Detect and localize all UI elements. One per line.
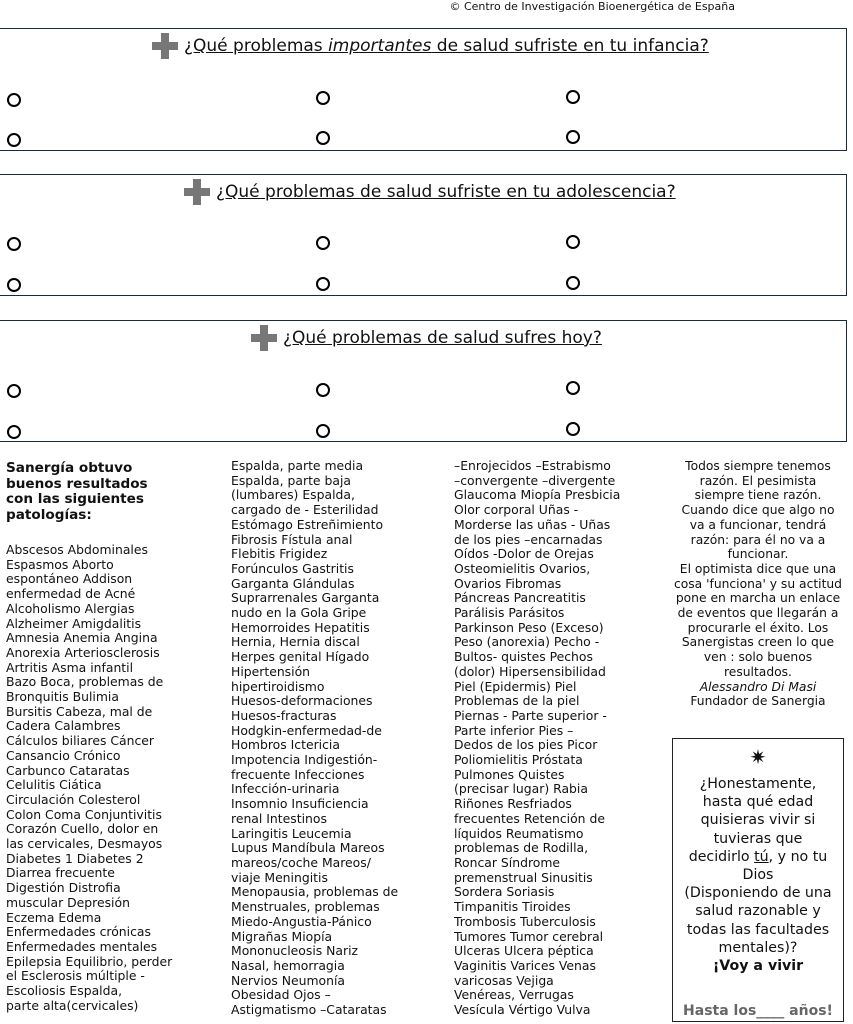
quote-line: El optimista dice que una (679, 561, 837, 576)
radio-option[interactable] (7, 384, 21, 398)
pathology-line: Laringitis Leucemia (231, 825, 352, 841)
pathology-line: Osteomielitis Ovarios, (454, 560, 591, 576)
radio-option[interactable] (566, 381, 580, 395)
radio-option[interactable] (316, 424, 330, 438)
pathology-line: Obesidad Ojos – (231, 987, 331, 1003)
pathology-line: cargado de - Esterilidad (231, 502, 379, 518)
pathology-line: Ulceras Ulcera péptica (454, 943, 594, 959)
pathology-line: Peso (anorexia) Pecho - (454, 634, 600, 650)
pathology-line: Abscesos Abdominales (6, 542, 148, 557)
pathology-line: Huesos-deformaciones (231, 693, 373, 709)
pathology-line: Hipertensión (231, 663, 311, 679)
pathology-line: (lumbares) Espalda, (231, 487, 355, 503)
pathology-list-col1 (6, 543, 172, 1014)
pathology-line: Sordera Soriasis (454, 884, 555, 900)
pathology-line: Artritis Asma infantil (6, 659, 134, 675)
pathology-line: Parkinson Peso (Exceso) (454, 619, 604, 635)
pathology-line: Migrañas Miopía (231, 928, 333, 944)
pathology-line: Parálisis Parásitos (454, 605, 565, 621)
pathology-line: Corazón Cuello, dolor en (6, 821, 159, 837)
pathology-line: Hodgkin-enfermedad-de (231, 722, 382, 738)
radio-option[interactable] (566, 276, 580, 290)
pathology-line: Celulitis Ciática (6, 777, 102, 793)
quote-line: funcionar. (727, 547, 789, 562)
pathology-line: Mononucleosis Nariz (231, 943, 359, 959)
star-icon: ✷ (749, 745, 767, 769)
pathology-line: Bazo Boca, problemas de (6, 674, 164, 690)
section-adolescence (0, 174, 847, 296)
pathology-line: Espalda, parte baja (231, 472, 351, 488)
pathology-line: Venéreas, Verrugas (454, 987, 574, 1003)
pathology-line: Anorexia Arteriosclerosis (6, 644, 160, 660)
radio-option[interactable] (7, 237, 21, 251)
pathology-line: Nasal, hemorragia (231, 957, 345, 973)
pathology-line: Menstruales, problemas (231, 899, 380, 915)
section-title-adolescence: ¿Qué problemas de salud sufriste en tu adolescencia? (184, 179, 676, 205)
pathology-line: Lupus Mandíbula Mareos (231, 840, 385, 856)
pathology-line: parte alta(cervicales) (6, 997, 139, 1013)
pathology-line: Enfermedades crónicas (6, 924, 151, 940)
plus-icon (184, 179, 210, 205)
pathology-line: frecuentes Retención de (454, 810, 605, 826)
radio-option[interactable] (316, 277, 330, 291)
pathology-line: Alzheimer Amigdalitis (6, 615, 142, 631)
pathology-line: Carbunco Cataratas (6, 762, 130, 778)
quote-line: de eventos que llegarán a (677, 606, 839, 621)
pathology-line: Hombros Ictericia (231, 737, 340, 753)
pathology-line: (dolor) Hipersensibilidad (454, 663, 606, 679)
pathology-line: problemas de Rodilla, (454, 840, 589, 856)
quote-line: ven : solo buenos (703, 650, 813, 665)
pathology-list-col3 (454, 459, 620, 1018)
quote-line: va a funcionar, tendrá (689, 517, 827, 532)
copyright-notice: © Centro de Investigación Bioenergética de España (449, 0, 735, 13)
pathology-line: Hemorroides Hepatitis (231, 619, 370, 635)
pathology-line: Digestión Distrofia (6, 880, 121, 896)
quote-line: Sanergistas creen lo que (681, 635, 835, 650)
quote-role: Fundador de Sanergia (690, 694, 826, 709)
pathology-line: Pulmones Quistes (454, 766, 565, 782)
pathology-line: Espasmos Aborto (6, 556, 114, 572)
pathology-line: mareos/coche Mareos/ (231, 854, 371, 870)
pathology-line: Bursitis Cabeza, mal de (6, 703, 153, 719)
pathology-line: Herpes genital Hígado (231, 649, 370, 665)
pathology-line: Cansancio Crónico (6, 747, 121, 763)
pathology-line: Ovarios Fibromas (454, 575, 562, 591)
pathology-line: hipertiroidismo (231, 678, 325, 694)
pathology-line: Diarrea frecuente (6, 865, 115, 881)
pathology-line: Bronquitis Bulimia (6, 689, 119, 705)
pathology-line: Vaginitis Varices Venas (454, 957, 596, 973)
radio-option[interactable] (566, 422, 580, 436)
pathology-line: Timpanitis Tiroides (454, 899, 571, 915)
pathology-line: premenstrual Sinusitis (454, 869, 593, 885)
radio-option[interactable] (566, 130, 580, 144)
final-line: ¡Voy a vivir (712, 958, 804, 975)
section-today (0, 320, 847, 442)
pathology-line: Dedos de los pies Picor (454, 737, 598, 753)
pathology-line: Roncar Síndrome (454, 854, 561, 870)
pathology-line: enfermedad de Acné (6, 586, 136, 602)
pathology-line: Nervios Neumonía (231, 972, 346, 988)
pathology-line: viaje Meningitis (231, 869, 328, 885)
pathology-line: Amnesia Anemia Angina (6, 630, 158, 646)
pathology-line: las cervicales, Desmayos (6, 836, 163, 852)
pathology-line: Páncreas Pancreatitis (454, 590, 586, 606)
pathology-line: Estómago Estreñimiento (231, 516, 384, 532)
pathology-line: Colon Coma Conjuntivitis (6, 806, 162, 822)
age-question-box (672, 738, 844, 1022)
pathology-line: Insomnio Insuficiencia (231, 796, 369, 812)
pathology-line: Piel (Epidermis) Piel (454, 678, 577, 694)
pathology-line: (precisar lugar) Rabia (454, 781, 588, 797)
pathology-line: Glaucoma Miopía Presbicia (454, 487, 621, 503)
radio-option[interactable] (7, 133, 21, 147)
pathology-line: –convergente –divergente (454, 472, 616, 488)
pathology-line: Huesos-fracturas (231, 707, 337, 723)
quote-line: procurarle el éxito. Los (687, 620, 829, 635)
quote-line: Cuando dice que algo no (681, 503, 835, 518)
pathology-line: Trombosis Tuberculosis (454, 913, 596, 929)
pathology-list-col2 (231, 459, 398, 1018)
quote-line: pone en marcha un enlace (675, 591, 841, 606)
pathology-line: Escoliosis Espalda, (6, 983, 123, 999)
quote-line: resultados. (724, 664, 792, 679)
pathology-line: Alcoholismo Alergias (6, 600, 135, 616)
radio-option[interactable] (566, 90, 580, 104)
radio-option[interactable] (7, 93, 21, 107)
pathology-line: Epilepsia Equilibrio, perder (6, 953, 173, 969)
pathology-line: Hernia, Hernia discal (231, 634, 360, 650)
pathology-line: Problemas de la piel (454, 693, 580, 709)
age-question-text: ¿Honestamente, hasta qué edad quisieras vivir si tuvieras que decidirlo tú, y no tu Dios (Disponiendo de una salud razonable y todas las facultades mentales)? ¡Voy a vivir (673, 775, 843, 975)
pathology-line: Astigmatismo –Cataratas (231, 1002, 387, 1018)
pathology-line: Enfermedades mentales (6, 938, 158, 954)
radio-option[interactable] (316, 383, 330, 397)
pathology-line: de los pies –encarnadas (454, 531, 603, 547)
pathology-line: Morderse las uñas - Uñas (454, 516, 611, 532)
radio-option[interactable] (7, 425, 21, 439)
pathology-line: Eczema Edema (6, 909, 102, 925)
pathology-line: –Enrojecidos –Estrabismo (454, 458, 611, 473)
pathology-line: Poliomielitis Próstata (454, 752, 583, 768)
pathology-line: Menopausia, problemas de (231, 884, 399, 900)
pathology-line: Bultos- quistes Pechos (454, 649, 593, 665)
section-title-today: ¿Qué problemas de salud sufres hoy? (251, 325, 602, 351)
results-intro: Sanergía obtuvo buenos resultados con las siguientes patologías: (6, 460, 148, 523)
section-infancy (0, 28, 847, 151)
pathology-line: Garganta Glándulas (231, 575, 355, 591)
pathology-line: Cálculos biliares Cáncer (6, 733, 155, 749)
pathology-line: Fibrosis Fístula anal (231, 531, 353, 547)
pathology-line: Circulación Colesterol (6, 791, 141, 807)
pathology-line: Piernas - Parte superior - (454, 707, 607, 723)
pathology-line: Olor corporal Uñas - (454, 502, 579, 518)
pathology-line: Riñones Resfriados (454, 796, 572, 812)
pathology-line: Infección-urinaria (231, 781, 340, 797)
quote-line: cosa 'funciona' y su actitud (673, 576, 842, 591)
quote-line: Todos siempre tenemos (685, 459, 831, 473)
radio-option[interactable] (7, 278, 21, 292)
pathology-line: Vesícula Vértigo Vulva (454, 1002, 591, 1018)
pathology-line: Flebitis Frigidez (231, 546, 328, 562)
pathology-line: frecuente Infecciones (231, 766, 365, 782)
pathology-line: Espalda, parte media (231, 458, 364, 473)
pathology-line: Oídos -Dolor de Orejas (454, 546, 594, 562)
plus-icon (251, 325, 277, 351)
pathology-line: muscular Depresión (6, 894, 130, 910)
pathology-line: el Esclerosis múltiple - (6, 968, 145, 984)
founder-quote (670, 459, 846, 709)
quote-line: siempre tiene razón. (694, 488, 822, 503)
pathology-line: Cadera Calambres (6, 718, 121, 734)
pathology-line: espontáneo Addison (6, 571, 133, 587)
pathology-line: Suprarrenales Garganta (231, 590, 380, 606)
quote-line: razón. El pesimista (699, 473, 817, 488)
radio-option[interactable] (316, 91, 330, 105)
pathology-line: Diabetes 1 Diabetes 2 (6, 850, 144, 866)
pathology-line: Impotencia Indigestión- (231, 752, 378, 768)
radio-option[interactable] (316, 131, 330, 145)
quote-line: razón: para él no va a (690, 532, 826, 547)
pathology-line: líquidos Reumatismo (454, 825, 584, 841)
radio-option[interactable] (566, 235, 580, 249)
plus-icon (152, 33, 178, 59)
pathology-line: Forúnculos Gastritis (231, 560, 354, 576)
pathology-line: renal Intestinos (231, 810, 327, 826)
section-title-infancy: ¿Qué problemas importantes de salud sufriste en tu infancia? (152, 33, 709, 59)
quote-author: Alessandro Di Masi (699, 679, 817, 694)
age-answer-line[interactable]: Hasta los____ años! (683, 1003, 833, 1019)
pathology-line: Tumores Tumor cerebral (454, 928, 604, 944)
pathology-line: Miedo-Angustia-Pánico (231, 913, 372, 929)
pathology-line: Parte inferior Pies – (454, 722, 574, 738)
pathology-line: nudo en la Gola Gripe (231, 605, 367, 621)
radio-option[interactable] (316, 236, 330, 250)
pathology-line: varicosas Vejiga (454, 972, 554, 988)
